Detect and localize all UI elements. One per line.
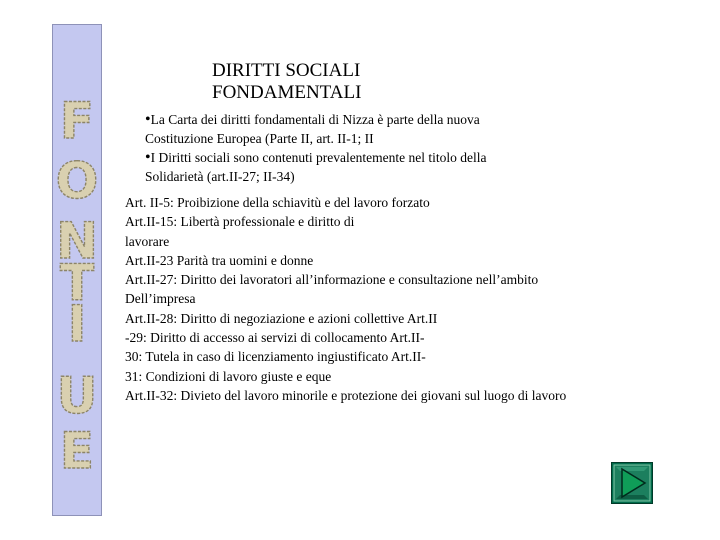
article-line: lavorare — [125, 233, 170, 249]
articles-list — [125, 193, 685, 405]
bullet-mark: • — [145, 111, 151, 128]
title-line: DIRITTI SOCIALI — [212, 60, 361, 81]
bullet-text: Solidarietà (art.II-27; II-34) — [145, 169, 295, 184]
banner-letter: N — [56, 212, 98, 270]
banner-letter: I — [67, 295, 87, 353]
article-line: Art.II-32: Divieto del lavoro minorile e protezione dei giovani sul luogo di lavoro — [125, 387, 567, 403]
article-line: Art.II-27: Diritto dei lavoratori all’informazione e consultazione nell’ambito — [125, 272, 539, 288]
bullet-text: Costituzione Europea (Parte II, art. II-1; II — [145, 131, 374, 146]
article-line: Dell’impresa — [125, 291, 196, 307]
side-banner — [52, 24, 102, 516]
bullet-mark: • — [145, 149, 151, 166]
bullet-text: La Carta dei diritti fondamentali di Nizza è parte della nuova — [150, 112, 480, 127]
next-slide-button[interactable] — [611, 462, 653, 504]
article-line: Art. II-5: Proibizione della schiavitù e del lavoro forzato — [125, 195, 430, 210]
article-line: -29: Diritto di accesso ai servizi di collocamento Art.II- — [125, 330, 425, 346]
bullet-item — [145, 110, 565, 148]
bullet-list — [145, 110, 565, 186]
banner-letter: U — [56, 367, 98, 425]
article-line: Art.II-28: Diritto di negoziazione e azioni collettive Art.II — [125, 310, 438, 326]
banner-letter: F — [59, 92, 95, 150]
article-line: Art.II-15: Libertà professionale e diritto di — [125, 214, 355, 230]
page-title — [212, 60, 361, 104]
banner-letters — [53, 25, 101, 515]
article-line: 30: Tutela in caso di licenziamento ingiustificato Art.II- — [125, 349, 426, 365]
play-triangle-icon — [611, 462, 653, 504]
bullet-text: I Diritti sociali sono contenuti prevalentemente nel titolo della — [150, 150, 487, 165]
banner-letter: E — [59, 422, 95, 480]
article-line: Art.II-23 Parità tra uomini e donne — [125, 252, 314, 268]
bullet-item — [145, 148, 565, 186]
article-line: 31: Condizioni di lavoro giuste e eque — [125, 368, 332, 384]
title-line: FONDAMENTALI — [212, 82, 362, 103]
banner-letter: T — [59, 254, 95, 312]
banner-letter: O — [55, 152, 99, 210]
